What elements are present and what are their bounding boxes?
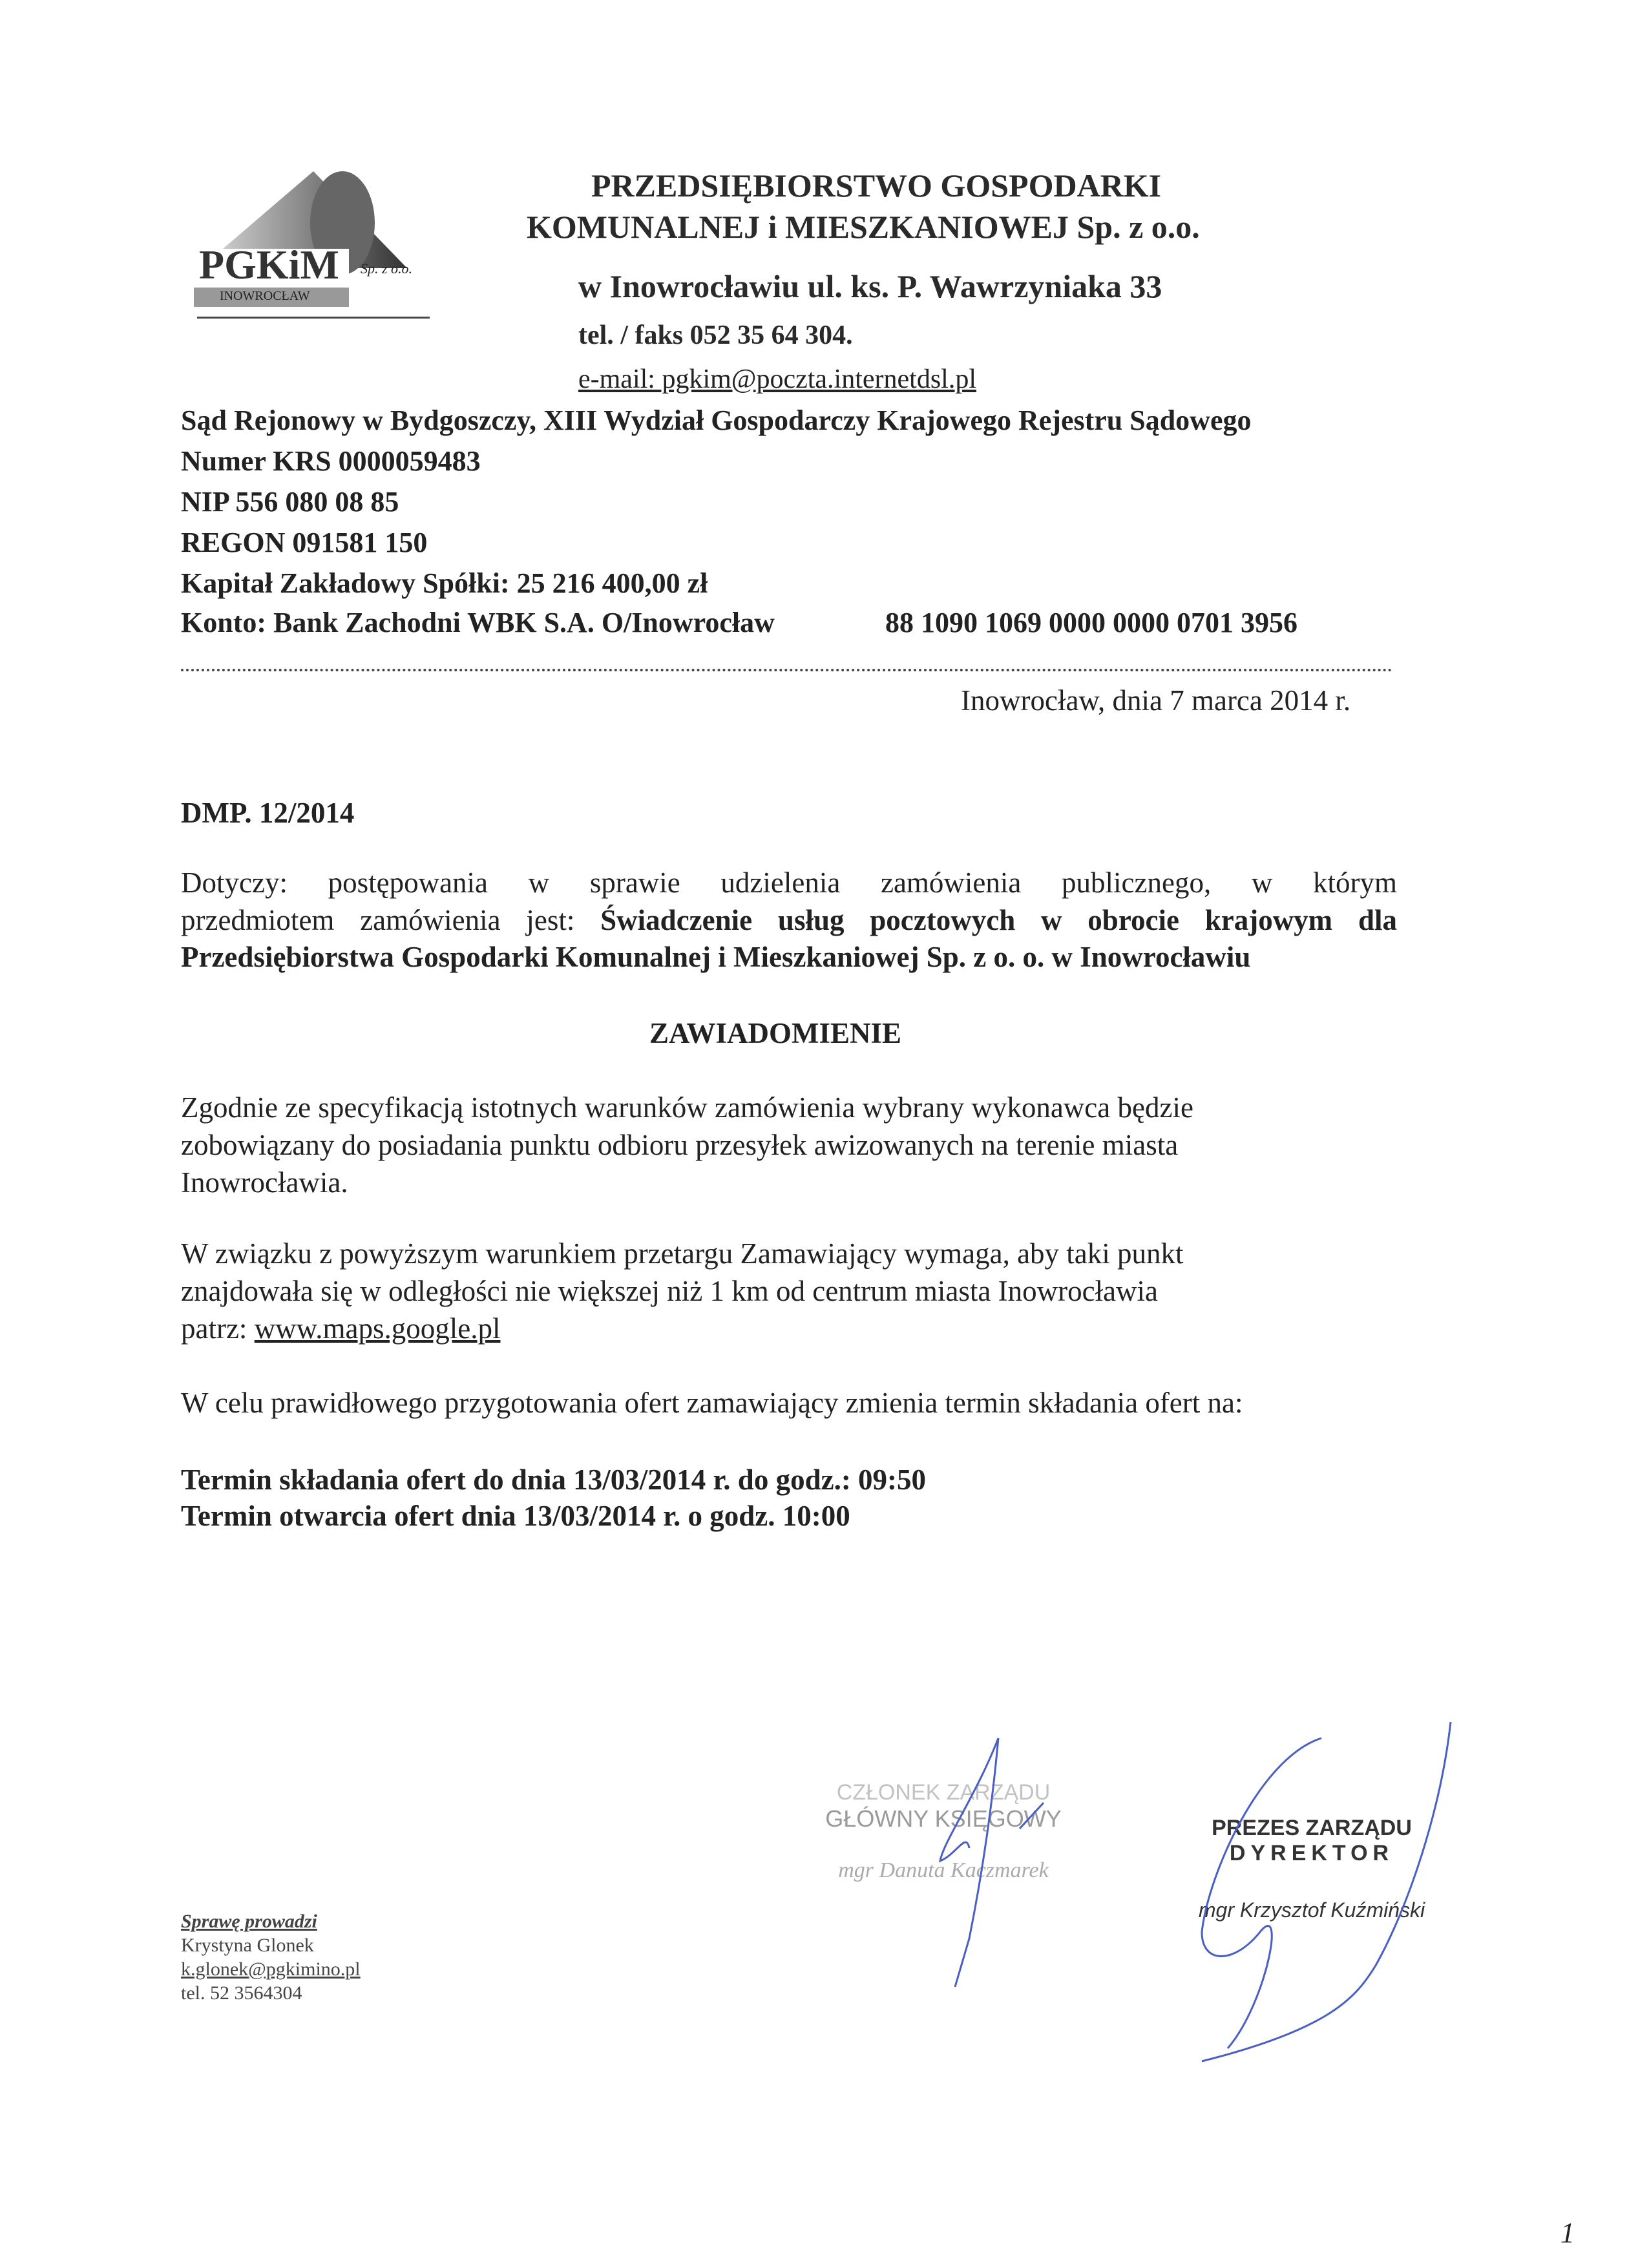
stamp-left-name: mgr Danuta Kaczmarek [838, 1858, 1049, 1882]
para2-prefix: patrz: [181, 1312, 255, 1345]
header-line-1: PRZEDSIĘBIORSTWO GOSPODARKI [591, 167, 1162, 204]
stamp-left-line-1: CZŁONEK ZARZĄDU [836, 1780, 1051, 1805]
case-handler-label: Sprawę prowadzi [181, 1911, 317, 1932]
logo-name: PGKiM [199, 242, 339, 288]
registry-krs: Numer KRS 0000059483 [181, 445, 481, 477]
subject-line-3: Przedsiębiorstwa Gospodarki Komunalnej i Mieszkaniowej Sp. z o. o. w Inowrocławiu [181, 941, 1251, 973]
registry-regon: REGON 091581 150 [181, 527, 428, 558]
para1-line-1: Zgodnie ze specyfikacją istotnych warunków zamówienia wybrany wykonawca będzie [181, 1091, 1193, 1124]
case-handler-block [181, 1909, 361, 2005]
stamp-right-line-2: DYREKTOR [1229, 1841, 1394, 1865]
para2-line-1: W związku z powyższym warunkiem przetargu Zamawiający wymaga, aby taki punkt [181, 1237, 1184, 1270]
subject-line-2-bold: Świadczenie usług pocztowych w obrocie krajowym dla [600, 904, 1397, 936]
para1-line-3: Inowrocławia. [181, 1166, 348, 1199]
reference-number: DMP. 12/2014 [181, 797, 355, 829]
para2-line-2: znajdowała się w odległości nie większej niż 1 km od centrum miasta Inowrocławia [181, 1275, 1159, 1307]
page-number: 1 [1560, 2217, 1575, 2249]
header-line-2: KOMUNALNEJ i MIESZKANIOWEJ Sp. z o.o. [527, 209, 1200, 245]
case-handler-email[interactable]: k.glonek@pgkimino.pl [181, 1958, 361, 1980]
letter-date: Inowrocław, dnia 7 marca 2014 r. [961, 684, 1351, 717]
notice-title: ZAWIADOMIENIE [649, 1017, 902, 1049]
header-line-4: tel. / faks 052 35 64 304. [578, 320, 853, 350]
subject-line-2-plain: przedmiotem zamówienia jest: [181, 904, 601, 936]
registry-account-label: Konto: Bank Zachodni WBK S.A. O/Inowrocław [181, 607, 775, 638]
subject-line-1: Dotyczy: postępowania w sprawie udzielenia zamówienia publicznego, w którym [181, 866, 1397, 899]
deadline-submission: Termin składania ofert do dnia 13/03/2014 r. do godz.: 09:50 [181, 1464, 927, 1496]
maps-link[interactable]: www.maps.google.pl [254, 1312, 501, 1345]
registry-nip: NIP 556 080 08 85 [181, 486, 399, 518]
registry-capital: Kapitał Zakładowy Spółki: 25 216 400,00 zł [181, 567, 708, 599]
stamp-right-name: mgr Krzysztof Kuźmiński [1198, 1898, 1425, 1922]
case-handler-name: Krystyna Glonek [181, 1935, 314, 1956]
stamp-right-line-1: PREZES ZARZĄDU [1212, 1816, 1412, 1840]
stamp-left-line-2: GŁÓWNY KSIĘGOWY [825, 1805, 1062, 1832]
deadline-opening: Termin otwarcia ofert dnia 13/03/2014 r. o godz. 10:00 [181, 1500, 850, 1532]
registry-account-number: 88 1090 1069 0000 0000 0701 3956 [885, 607, 1297, 638]
header-email-link[interactable]: e-mail: pgkim@poczta.internetdsl.pl [578, 364, 977, 394]
header-line-3: w Inowrocławiu ul. ks. P. Wawrzyniaka 33 [578, 268, 1162, 304]
registry-court: Sąd Rejonowy w Bydgoszczy, XIII Wydział Gospodarczy Krajowego Rejestru Sądowego [181, 404, 1252, 436]
logo-city: INOWROCŁAW [220, 289, 310, 303]
para1-line-2: zobowiązany do posiadania punktu odbioru przesyłek awizowanych na terenie miasta [181, 1129, 1179, 1161]
case-handler-phone: tel. 52 3564304 [181, 1982, 302, 2004]
para3: W celu prawidłowego przygotowania ofert zamawiający zmienia termin składania ofert na: [181, 1387, 1243, 1419]
logo-suffix: Sp. z o.o. [361, 260, 413, 277]
